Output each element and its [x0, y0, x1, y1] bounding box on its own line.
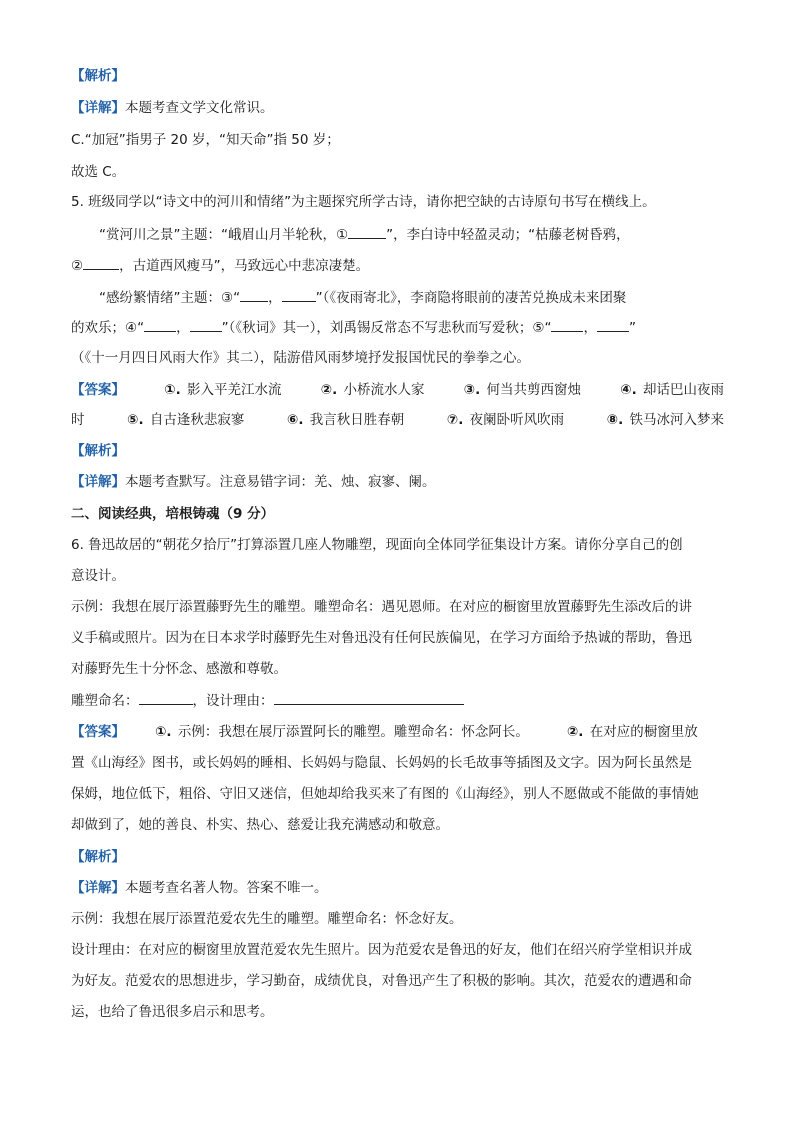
q5-paragraph-4: [71, 317, 636, 338]
q5-p4-e: ”: [628, 320, 636, 336]
q5-p1-b: ”，李白诗中轻盈灵动；“枯藤老树昏鸦，: [386, 227, 630, 243]
answer-label: 【答案】: [71, 382, 125, 398]
answer-num: ①.: [155, 724, 172, 740]
q6-answer-line-3: 保姆，地位低下，粗俗、守旧又迷信，但她却给我买来了有图的《山海经》，别人不愿做或不能做的事情她: [71, 786, 699, 802]
answer-num: ②.: [566, 724, 584, 740]
fill-reason-label: ，设计理由：: [192, 693, 274, 709]
answer-text: 示例：我想在展厅添置阿长的雕塑。雕塑命名：怀念阿长。: [177, 724, 529, 740]
q5-p1-a: “赏河川之景”主题：“峨眉山月半轮秋，①: [99, 227, 349, 243]
reason-blank[interactable]: [274, 690, 464, 705]
q5-p4-c: ”（《秋词》其一），刘禹锡反常态不写悲秋而写爱秋；⑤“: [221, 320, 552, 336]
q6-reason-2: 为好友。范爱农的思想进步，学习勤奋，成绩优良，对鲁迅产生了积极的影响。其次，范爱农的遭遇和命: [71, 973, 692, 989]
blank-3a[interactable]: [240, 287, 268, 302]
answer-label: 【答案】: [71, 724, 125, 740]
q5-p4-d: ，: [583, 320, 597, 336]
detail-text: 本题考查名著人物。答案不唯一。: [125, 880, 328, 896]
q4-analysis-label: 【解析】: [71, 68, 125, 84]
answer-continuation: 时: [71, 412, 85, 428]
q5-p3-b: ，: [268, 290, 282, 306]
answer-item: ④. 却话巴山夜雨: [620, 382, 724, 398]
q6-answer-line-2: 置《山海经》图书，或长妈妈的睡相、长妈妈与隐鼠、长妈妈的长毛故事等插图及文字。因为阿长虽然是: [71, 755, 692, 771]
q6-reason-3: 运，也给了鲁迅很多启示和思考。: [71, 1004, 274, 1020]
q6-stem-2: 意设计。: [71, 568, 125, 584]
q6-detail: [71, 878, 328, 898]
q6-example-2: 义手稿或照片。因为在日本求学时藤野先生对鲁迅没有任何民族偏见，在学习方面给予热诚的帮助，鲁迅: [71, 630, 692, 646]
blank-4b[interactable]: [190, 317, 222, 332]
section-heading: 二、阅读经典，培根铸魂（9 分）: [71, 506, 275, 522]
q6-example-3: 对藤野先生十分怀念、感激和尊敬。: [71, 661, 287, 677]
detail-label: 【详解】: [71, 474, 125, 490]
q5-p2-b: ，古道西风瘦马”，马致远心中悲凉凄楚。: [119, 258, 370, 274]
answer-item: ⑦. 夜阑卧听风吹雨: [446, 412, 565, 428]
q4-option-c: C.“加冠”指男子 20 岁，“知天命”指 50 岁；: [71, 132, 340, 148]
fill-name-label: 雕塑命名：: [71, 693, 139, 709]
q5-analysis-label: 【解析】: [71, 443, 125, 459]
q5-paragraph-3: [99, 287, 626, 308]
answer-text: 在对应的橱窗里放: [589, 724, 698, 740]
q4-conclusion: 故选 C。: [71, 164, 126, 180]
name-blank[interactable]: [139, 690, 193, 705]
q5-paragraph-2: [71, 255, 369, 276]
blank-2[interactable]: [83, 255, 119, 270]
answer-item: ②. 小桥流水人家: [320, 382, 425, 398]
q5-p3-a: “感纷繁情绪”主题：③“: [99, 290, 241, 306]
q5-p3-c: ”（《夜雨寄北》，李商隐将眼前的凄苦兑换成未来团聚: [315, 290, 627, 306]
q5-p4-a: 的欢乐；④“: [71, 320, 145, 336]
answer-item: ⑧. 铁马冰河入梦来: [606, 412, 724, 428]
detail-label: 【详解】: [71, 880, 125, 896]
answer-item: ③. 何当共剪西窗烛: [463, 382, 581, 398]
q5-stem: 5. 班级同学以“诗文中的河川和情绪”为主题探究所学古诗，请你把空缺的古诗原句书写在横线上。: [71, 194, 656, 210]
blank-5a[interactable]: [551, 317, 583, 332]
q6-answer-line-1: [71, 722, 724, 742]
q6-answer-line-4: 却做到了，她的善良、朴实、热心、慈爱让我充满感动和敬意。: [71, 817, 449, 833]
q4-detail: [71, 98, 274, 118]
q5-answer-row-2: [71, 410, 724, 430]
q5-paragraph-1: [99, 224, 630, 245]
blank-5b[interactable]: [597, 317, 629, 332]
q6-reason-1: 设计理由：在对应的橱窗里放置范爱农先生照片。因为范爱农是鲁迅的好友，他们在绍兴府学堂相识并成: [71, 942, 692, 958]
q6-example-answer: 示例：我想在展厅添置范爱农先生的雕塑。雕塑命名：怀念好友。: [71, 911, 463, 927]
answer-item: ⑤. 自古逢秋悲寂寥: [127, 412, 245, 428]
answer-item: ①. 影入平羌江水流: [164, 382, 282, 398]
q6-stem-1: 6. 鲁迅故居的“朝花夕拾厅”打算添置几座人物雕塑，现面向全体同学征集设计方案。请你分享自己的创: [71, 537, 683, 553]
q5-paragraph-5: （《十一月四日风雨大作》其二），陆游借风雨梦境抒发报国忧民的拳拳之心。: [71, 350, 530, 366]
q5-p2-a: ②: [71, 258, 84, 274]
answer-item: ⑥. 我言秋日胜春朝: [286, 412, 405, 428]
blank-4a[interactable]: [144, 317, 176, 332]
q6-example-1: 示例：我想在展厅添置藤野先生的雕塑。雕塑命名：遇见恩师。在对应的橱窗里放置藤野先生添改后的讲: [71, 599, 692, 615]
q5-p4-b: ，: [176, 320, 190, 336]
q5-detail: [71, 472, 436, 492]
detail-text: 本题考查文学文化常识。: [125, 100, 274, 116]
q6-fill-line: [71, 690, 464, 711]
detail-label: 【详解】: [71, 100, 125, 116]
blank-3b[interactable]: [282, 287, 316, 302]
blank-1[interactable]: [348, 224, 386, 239]
q6-analysis-label: 【解析】: [71, 849, 125, 865]
q5-answer-row-1: [71, 380, 724, 400]
detail-text: 本题考查默写。注意易错字词：羌、烛、寂寥、阑。: [125, 474, 436, 490]
